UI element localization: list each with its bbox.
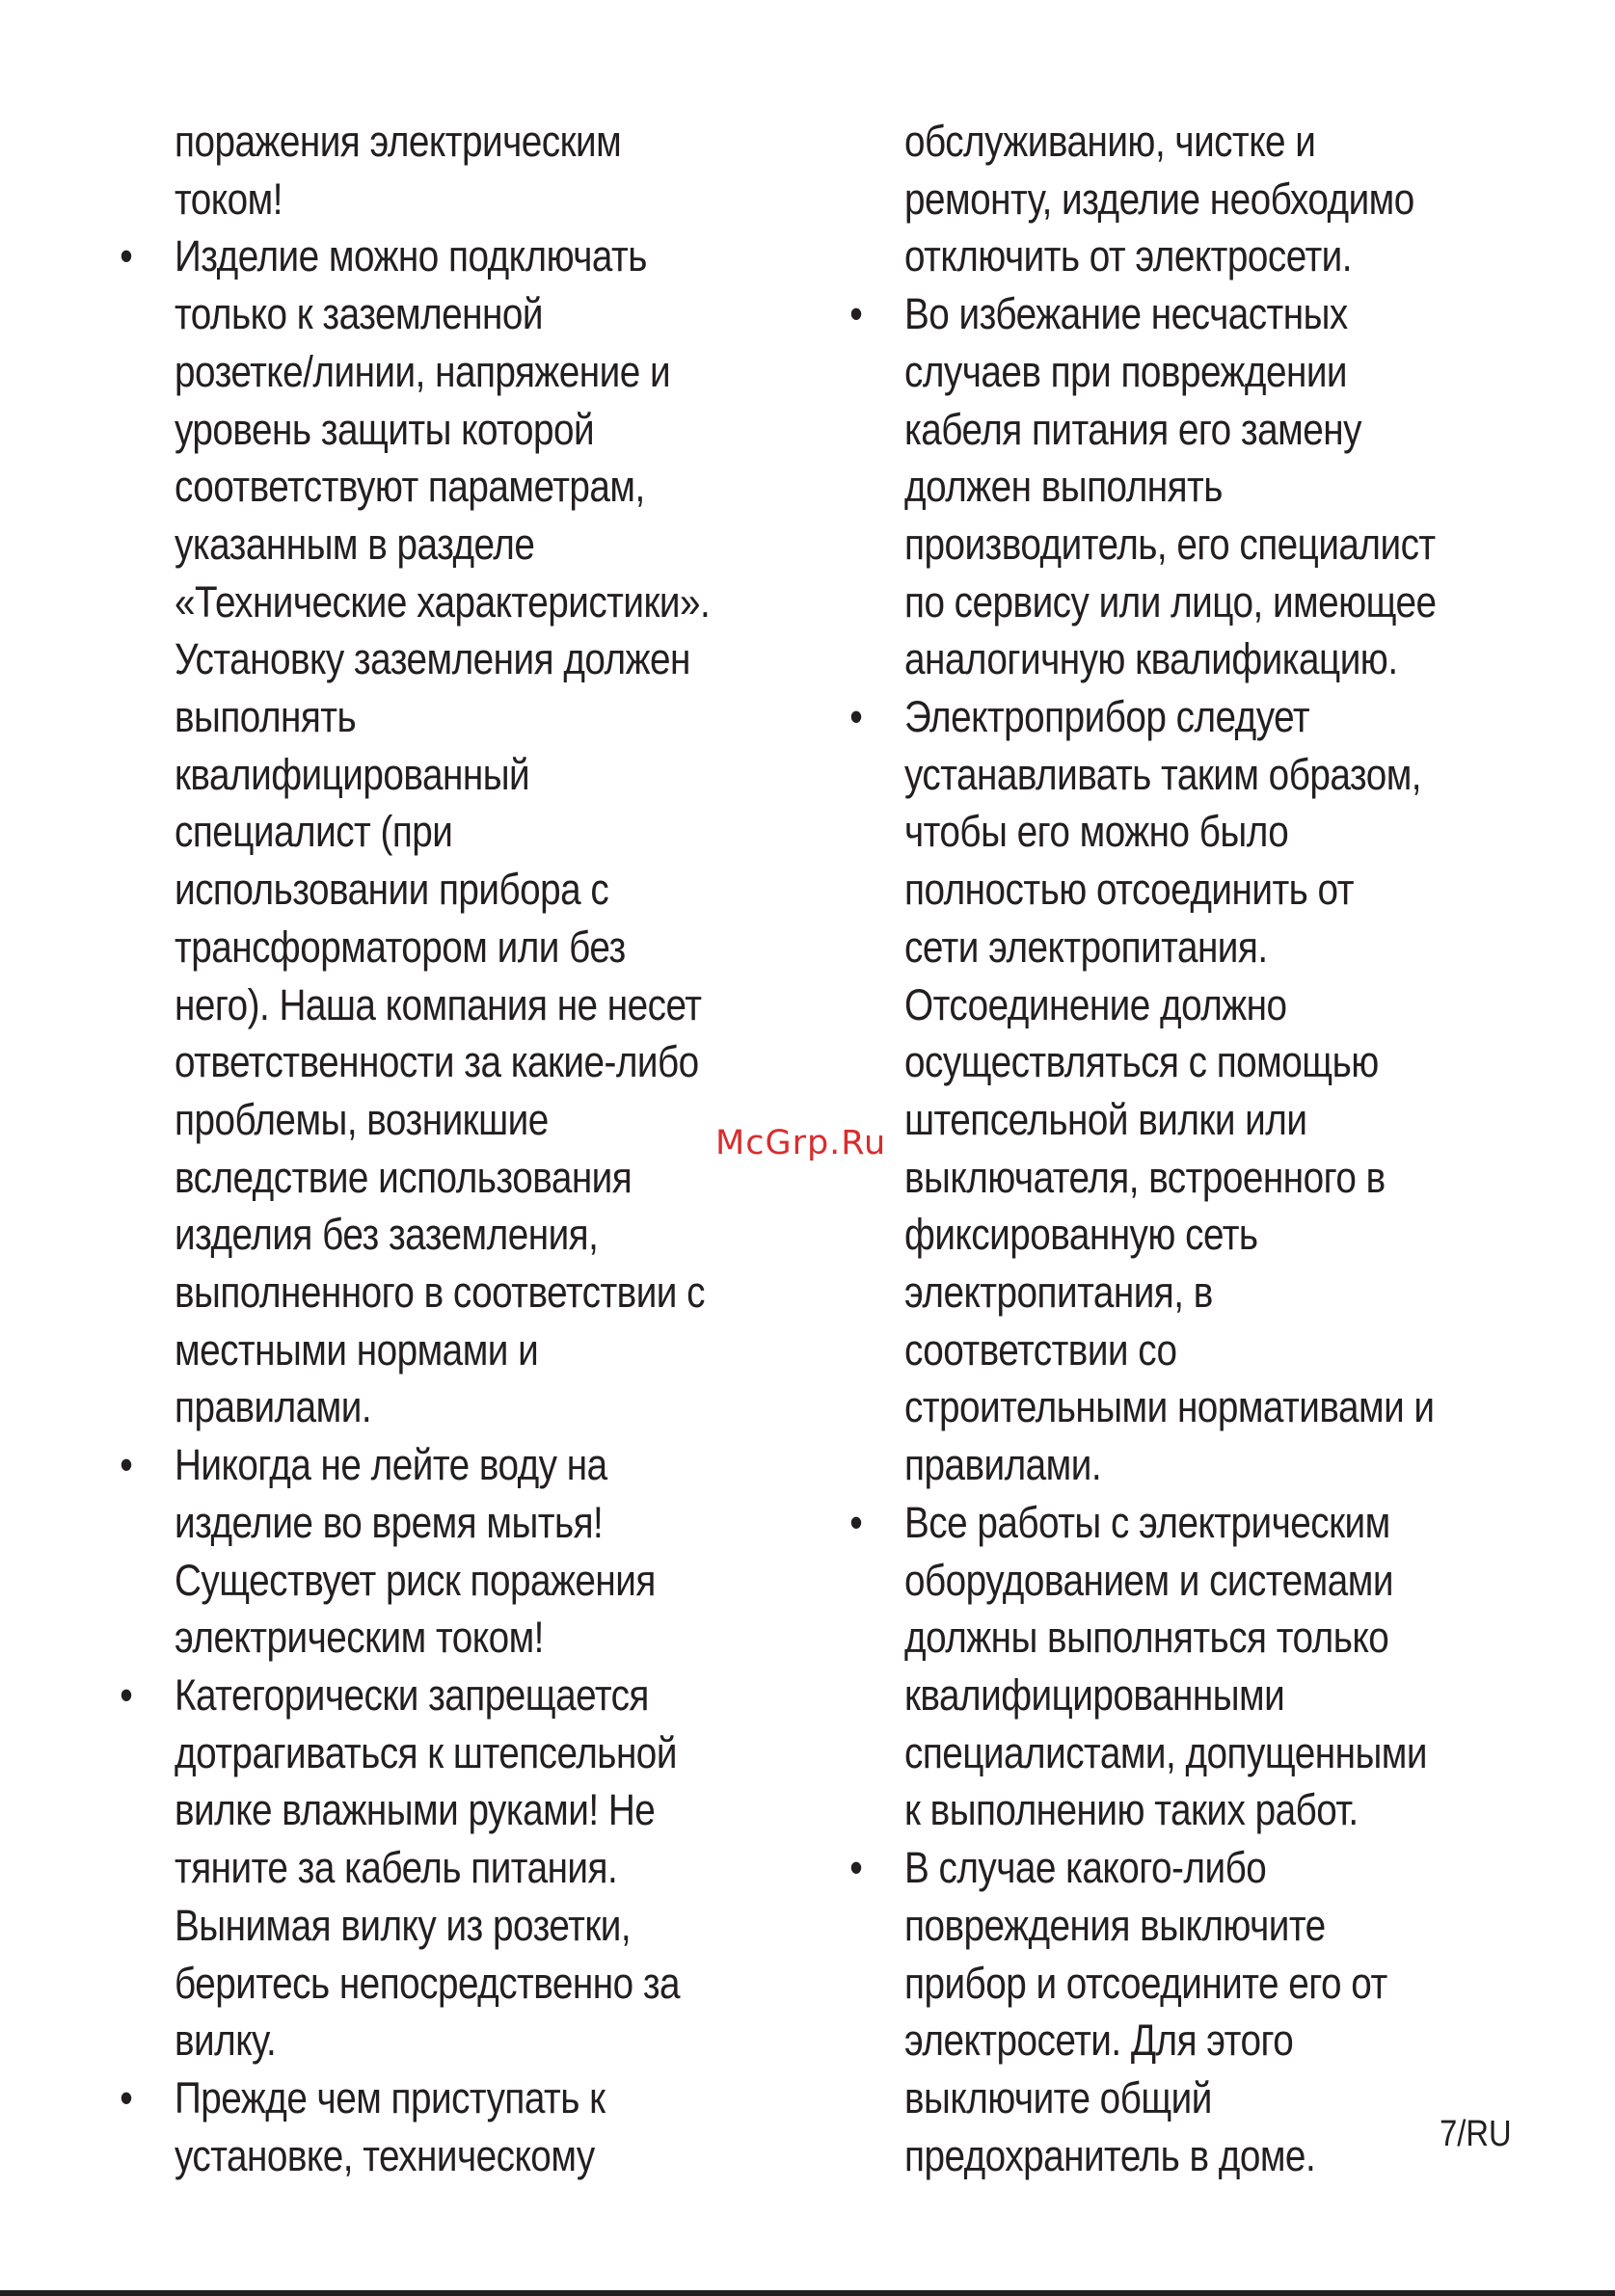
text-line: обслуживанию, чистке и (904, 117, 1316, 166)
text-line: чтобы его можно было (904, 807, 1289, 857)
text-line: сети электропитания. (904, 921, 1268, 972)
text-line: указанным в разделе (175, 519, 535, 569)
text-line: проблемы, возникшие (175, 1094, 549, 1144)
right-column (849, 113, 1548, 2184)
text-line: полностью отсоединить от (904, 865, 1354, 915)
text-line: установке, техническому (175, 2130, 595, 2180)
bullet-icon: • (849, 1497, 863, 1547)
text-line: Категорически запрещается (175, 1669, 649, 1720)
text-line: производитель, его специалист (904, 519, 1436, 569)
bullet-item (120, 1436, 818, 1667)
text-line: только к заземленной (175, 289, 543, 339)
text-line: правилами. (175, 1382, 372, 1432)
bullet-icon: • (120, 1669, 133, 1720)
text-line: квалифицированными (904, 1669, 1285, 1720)
text-line: В случае какого-либо (904, 1843, 1267, 1893)
text-line: Отсоединение должно (904, 979, 1287, 1029)
watermark-text: McGrp.Ru (715, 1124, 887, 1162)
text-line: местными нормами и (175, 1324, 539, 1375)
text-line: изделия без заземления, (175, 1210, 599, 1260)
text-line: поражения электрическим (175, 117, 622, 166)
text-line: выполненного в соответствии с (175, 1268, 705, 1318)
text-line: Существует риск поражения (175, 1555, 656, 1605)
text-line: Все работы с электрическим (904, 1497, 1390, 1547)
text-line: фиксированную сеть (904, 1210, 1258, 1260)
text-line: него). Наша компания не несет (175, 979, 702, 1029)
text-line: осуществляться с помощью (904, 1037, 1379, 1087)
text-line: уровень защиты которой (175, 404, 595, 454)
text-line: соответствуют параметрам, (175, 462, 645, 512)
page-number: 7/RU (1440, 2114, 1512, 2154)
bullet-item (849, 1494, 1548, 1839)
text-line: оборудованием и системами (904, 1555, 1393, 1605)
text-line: по сервису или лицо, имеющее (904, 576, 1437, 627)
text-line: электропитания, в (904, 1268, 1213, 1318)
bullet-item (120, 2069, 818, 2184)
bullet-item (849, 285, 1548, 688)
continued-paragraph (904, 113, 1548, 285)
bullet-icon: • (120, 1440, 133, 1490)
text-line: прибор и отсоедините его от (904, 1958, 1387, 2008)
text-line: электрическим током! (175, 1613, 544, 1663)
text-line: трансформатором или без (175, 921, 626, 972)
text-line: ремонту, изделие необходимо (904, 174, 1414, 224)
text-line: выключите общий (904, 2072, 1212, 2122)
text-line: выполнять (175, 692, 357, 742)
text-line: использовании прибора с (175, 865, 609, 915)
text-line: тяните за кабель питания. (175, 1843, 618, 1893)
text-line: предохранитель в доме. (904, 2130, 1316, 2180)
text-line: должны выполняться только (904, 1613, 1389, 1663)
text-line: Установку заземления должен (175, 634, 690, 684)
text-line: повреждения выключите (904, 1900, 1326, 1950)
bullet-item (120, 1667, 818, 2069)
text-line: беритесь непосредственно за (175, 1958, 681, 2008)
text-line: правилами. (904, 1440, 1102, 1490)
text-line: кабеля питания его замену (904, 404, 1361, 454)
text-line: аналогичную квалификацию. (904, 634, 1398, 684)
text-line: выключателя, встроенного в (904, 1152, 1386, 1202)
text-line: специалист (при (175, 807, 453, 857)
text-line: вилку. (175, 2016, 277, 2066)
text-line: строительными нормативами и (904, 1382, 1435, 1432)
text-line: к выполнению таких работ. (904, 1785, 1359, 1835)
text-line: током! (175, 174, 283, 224)
text-line: Никогда не лейте воду на (175, 1440, 607, 1490)
text-line: Вынимая вилку из розетки, (175, 1900, 632, 1950)
text-line: электросети. Для этого (904, 2016, 1294, 2066)
bullet-icon: • (849, 1843, 863, 1893)
bullet-icon: • (849, 289, 863, 339)
text-line: устанавливать таким образом, (904, 749, 1422, 799)
bullet-icon: • (120, 231, 133, 281)
text-line: ответственности за какие-либо (175, 1037, 699, 1087)
text-line: Во избежание несчастных (904, 289, 1348, 339)
text-line: вследствие использования (175, 1152, 633, 1202)
bullet-icon: • (120, 2072, 133, 2122)
text-line: изделие во время мытья! (175, 1497, 604, 1547)
bottom-divider (0, 2290, 1615, 2296)
text-line: случаев при повреждении (904, 346, 1348, 396)
text-line: Прежде чем приступать к (175, 2072, 606, 2122)
text-line: вилке влажными руками! Не (175, 1785, 656, 1835)
text-line: розетке/линии, напряжение и (175, 346, 671, 396)
text-line: должен выполнять (904, 462, 1223, 512)
text-line: штепсельной вилки или (904, 1094, 1307, 1144)
bullet-icon: • (849, 692, 863, 742)
text-line: дотрагиваться к штепсельной (175, 1727, 677, 1777)
text-line: «Технические характеристики». (175, 576, 711, 627)
text-line: Электроприбор следует (904, 692, 1310, 742)
bullet-item (849, 688, 1548, 1494)
text-line: соответствии со (904, 1324, 1177, 1375)
text-line: Изделие можно подключать (175, 231, 647, 281)
text-line: специалистами, допущенными (904, 1727, 1427, 1777)
bullet-item (120, 227, 818, 1436)
continued-paragraph (175, 113, 818, 227)
text-line: отключить от электросети. (904, 231, 1353, 281)
text-line: квалифицированный (175, 749, 530, 799)
